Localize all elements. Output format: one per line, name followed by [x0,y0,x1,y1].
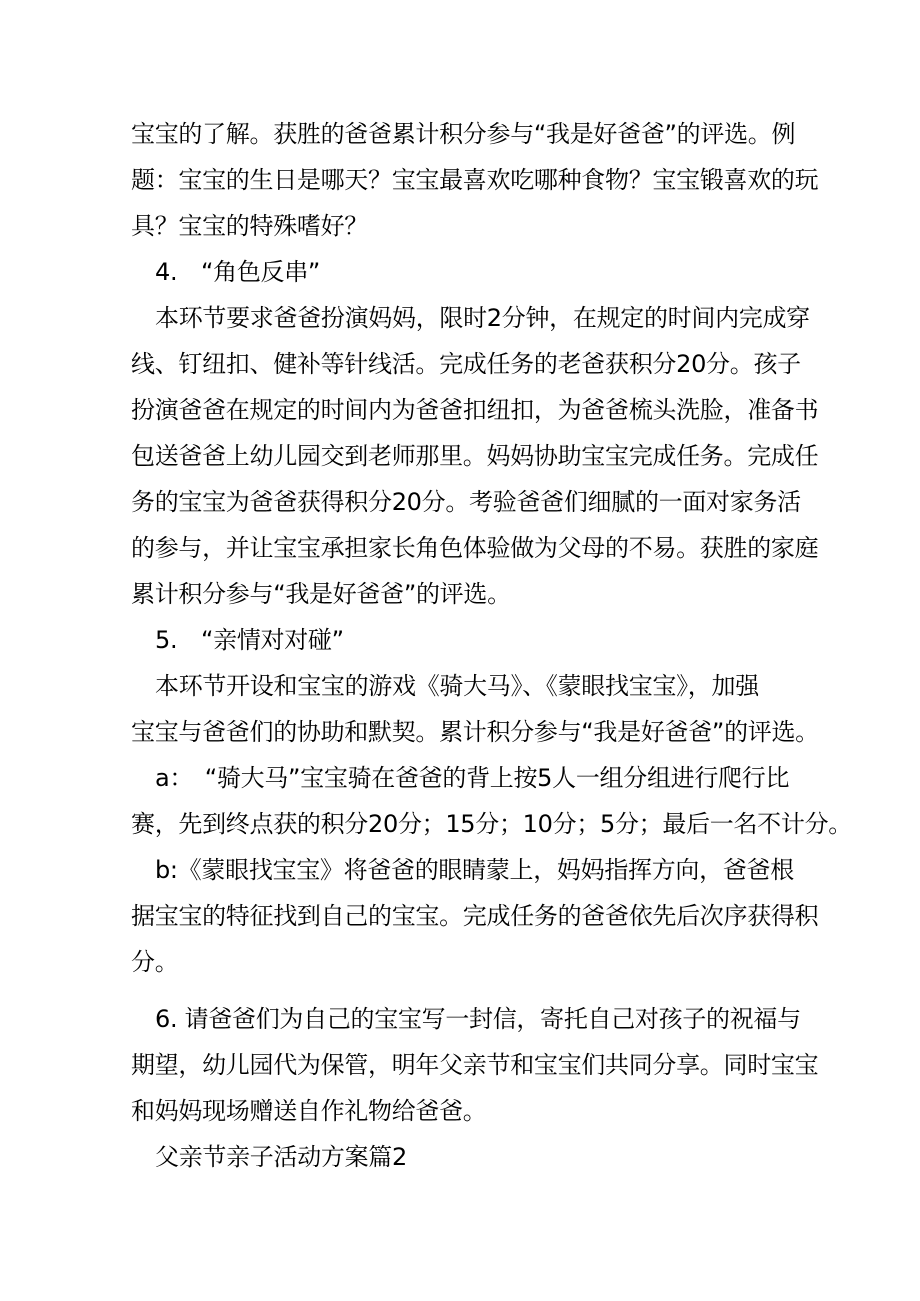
paragraph-line: 包送爸爸上幼儿园交到老师那里。妈妈协助宝宝完成任务。完成任 [131,442,819,470]
paragraph-line: 赛，先到终点获的积分20分；15分；10分；5分；最后一名不计分。 [131,810,852,838]
paragraph-line: 累计积分参与“我是好爸爸”的评选。 [131,580,511,608]
list-item-a: a： “骑大马”宝宝骑在爸爸的背上按5人一组分组进行爬行比 [155,764,790,792]
paragraph-line: 宝宝与爸爸们的协助和默契。累计积分参与“我是好爸爸”的评选。 [131,718,819,746]
section-heading-4: 4. “角色反串” [155,258,321,286]
paragraph-line: 线、钉纽扣、健补等针线活。完成任务的老爸获积分20分。孩子 [131,350,801,378]
paragraph-line: 本环节要求爸爸扮演妈妈，限时2分钟，在规定的时间内完成穿 [155,304,810,332]
list-item-b: b:《蒙眼找宝宝》将爸爸的眼睛蒙上，妈妈指挥方向，爸爸根 [155,856,794,884]
section-heading-6: 6. 请爸爸们为自己的宝宝写一封信，寄托自己对孩子的祝福与 [155,1005,801,1033]
paragraph-line: 扮演爸爸在规定的时间内为爸爸扣纽扣，为爸爸梳头洗脸，准备书 [131,396,819,424]
paragraph-line: 据宝宝的特征找到自己的宝宝。完成任务的爸爸依先后次序获得积 [131,902,819,930]
paragraph-line: 的参与，并让宝宝承担家长角色体验做为父母的不易。获胜的家庭 [131,534,819,562]
paragraph-line: 和妈妈现场赠送自作礼物给爸爸。 [131,1097,487,1125]
paragraph-line: 本环节开设和宝宝的游戏《骑大马》、《蒙眼找宝宝》，加强 [155,672,759,700]
section-heading-5: 5. “亲情对对碰” [155,626,344,654]
paragraph-line: 题：宝宝的生日是哪天？宝宝最喜欢吃哪种食物？宝宝锻喜欢的玩 [131,166,819,194]
paragraph-line: 务的宝宝为爸爸获得积分20分。考验爸爸们细腻的一面对家务活 [131,488,801,516]
paragraph-line: 分。 [131,948,179,976]
paragraph-line: 具？宝宝的特殊嗜好？ [131,212,368,240]
paragraph-line: 宝宝的了解。获胜的爸爸累计积分参与“我是好爸爸”的评选。例 [131,120,796,148]
paragraph-line: 期望，幼儿园代为保管，明年父亲节和宝宝们共同分享。同时宝宝 [131,1051,819,1079]
section-title: 父亲节亲子活动方案篇2 [155,1143,407,1171]
